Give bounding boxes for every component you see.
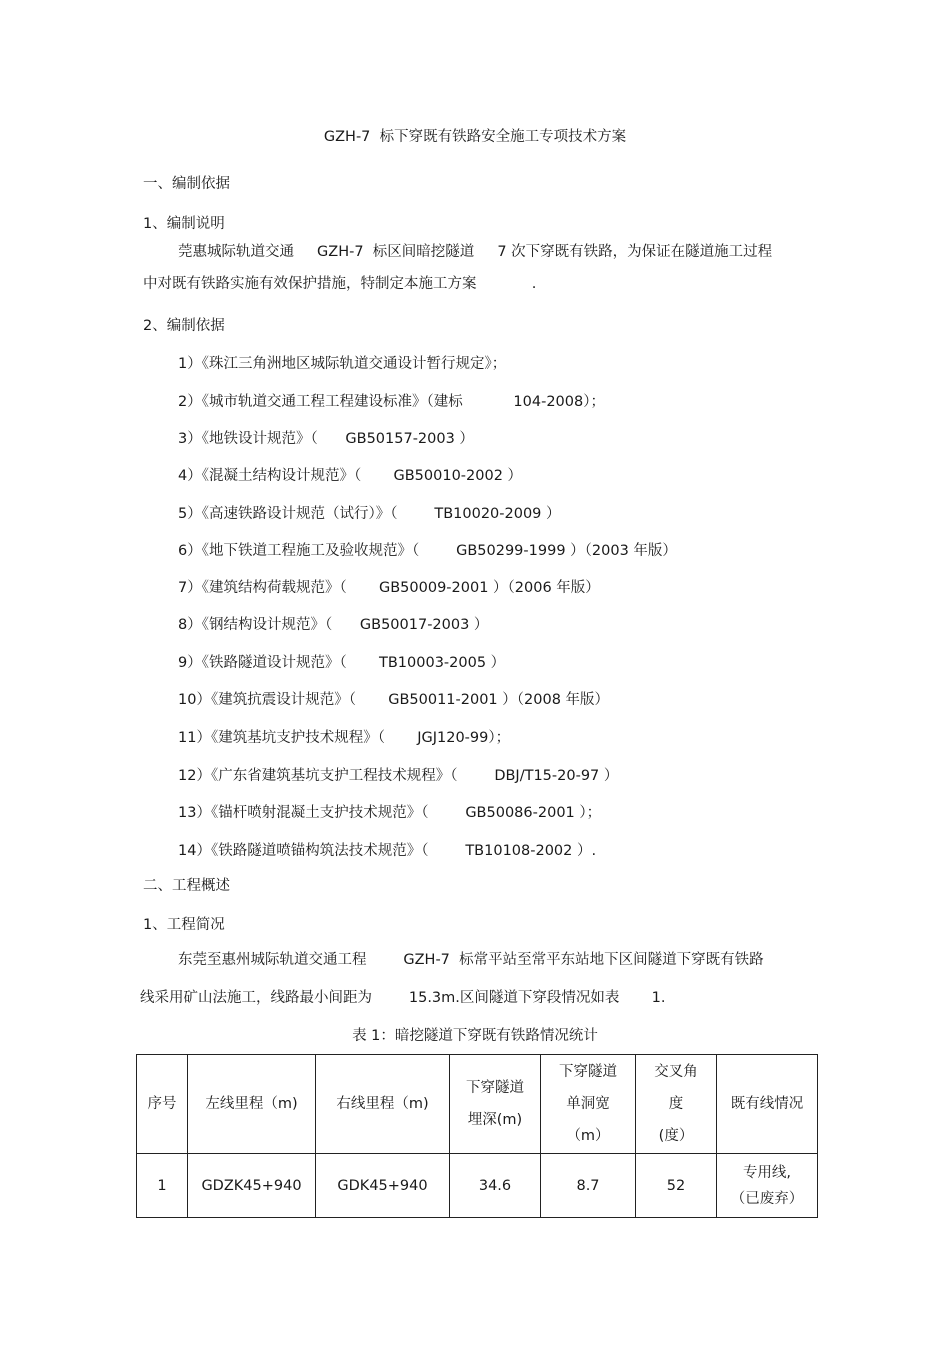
cell-existing-line: 专用线, （已废弃） xyxy=(717,1154,818,1218)
section-heading-overview: 二、工程概述 xyxy=(143,878,230,894)
section-heading-basis: 一、编制依据 xyxy=(143,176,230,192)
header-cell-left-chainage: 左线里程（m) xyxy=(188,1055,316,1154)
reference-item: 13）《锚杆喷射混凝土支护技术规范》（ GB50086-2001 ）； xyxy=(178,805,602,821)
subsection-heading-description: 1、编制说明 xyxy=(143,216,225,232)
subsection-heading-basis: 2、编制依据 xyxy=(143,318,225,334)
header-cell-right-chainage: 右线里程（m) xyxy=(316,1055,450,1154)
cell-left-chainage: GDZK45+940 xyxy=(188,1154,316,1218)
description-line-2: 中对既有铁路实施有效保护措施，特制定本施工方案 . xyxy=(143,276,537,292)
header-cell-angle: 交叉角 度 (度） xyxy=(636,1055,717,1154)
description-line-1: 莞惠城际轨道交通 GZH-7 标区间暗挖隧道 7 次下穿既有铁路，为保证在隧道施工过程 xyxy=(178,244,773,260)
table-row xyxy=(137,1154,818,1218)
table-header-row xyxy=(137,1055,818,1154)
reference-item: 11）《建筑基坑支护技术规程》（ JGJ120-99）； xyxy=(178,730,511,746)
cell-angle: 52 xyxy=(636,1154,717,1218)
reference-item: 9）《铁路隧道设计规范》（ TB10003-2005 ） xyxy=(178,655,506,671)
reference-item: 8）《钢结构设计规范》（ GB50017-2003 ） xyxy=(178,617,489,633)
header-cell-width: 下穿隧道 单洞宽 （m） xyxy=(541,1055,636,1154)
header-cell-existing-line: 既有线情况 xyxy=(717,1055,818,1154)
header-cell-index: 序号 xyxy=(137,1055,188,1154)
table-caption: 表 1：暗挖隧道下穿既有铁路情况统计 xyxy=(352,1028,598,1044)
reference-item: 1）《珠江三角洲地区城际轨道交通设计暂行规定》； xyxy=(178,356,507,372)
reference-item: 10）《建筑抗震设计规范》（ GB50011-2001 ）（2008 年版） xyxy=(178,692,610,708)
reference-item: 12）《广东省建筑基坑支护工程技术规程》（ DBJ/T15-20-97 ） xyxy=(178,768,619,784)
cell-index: 1 xyxy=(137,1154,188,1218)
header-cell-depth: 下穿隧道 埋深(m) xyxy=(450,1055,541,1154)
cell-depth: 34.6 xyxy=(450,1154,541,1218)
reference-item: 2）《城市轨道交通工程工程建设标准》（建标 104-2008）； xyxy=(178,394,605,410)
reference-item: 4）《混凝土结构设计规范》（ GB50010-2002 ） xyxy=(178,468,523,484)
cell-right-chainage: GDK45+940 xyxy=(316,1154,450,1218)
subsection-heading-summary: 1、工程简况 xyxy=(143,917,225,933)
reference-item: 5）《高速铁路设计规范（试行）》（ TB10020-2009 ） xyxy=(178,506,561,522)
reference-item: 3）《地铁设计规范》（ GB50157-2003 ） xyxy=(178,431,474,447)
document-title: GZH-7 标下穿既有铁路安全施工专项技术方案 xyxy=(323,129,627,145)
reference-item: 14）《铁路隧道喷锚构筑法技术规范》（ TB10108-2002 ）. xyxy=(178,843,597,859)
crossing-statistics-table xyxy=(136,1054,818,1218)
cell-width: 8.7 xyxy=(541,1154,636,1218)
summary-line-2: 线采用矿山法施工，线路最小间距为 15.3m.区间隧道下穿段情况如表 1. xyxy=(140,990,666,1006)
reference-item: 6）《地下铁道工程施工及验收规范》（ GB50299-1999 ）（2003 年版） xyxy=(178,543,677,559)
summary-line-1: 东莞至惠州城际轨道交通工程 GZH-7 标常平站至常平东站地下区间隧道下穿既有铁路 xyxy=(178,952,764,968)
reference-item: 7）《建筑结构荷载规范》（ GB50009-2001 ）（2006 年版） xyxy=(178,580,600,596)
